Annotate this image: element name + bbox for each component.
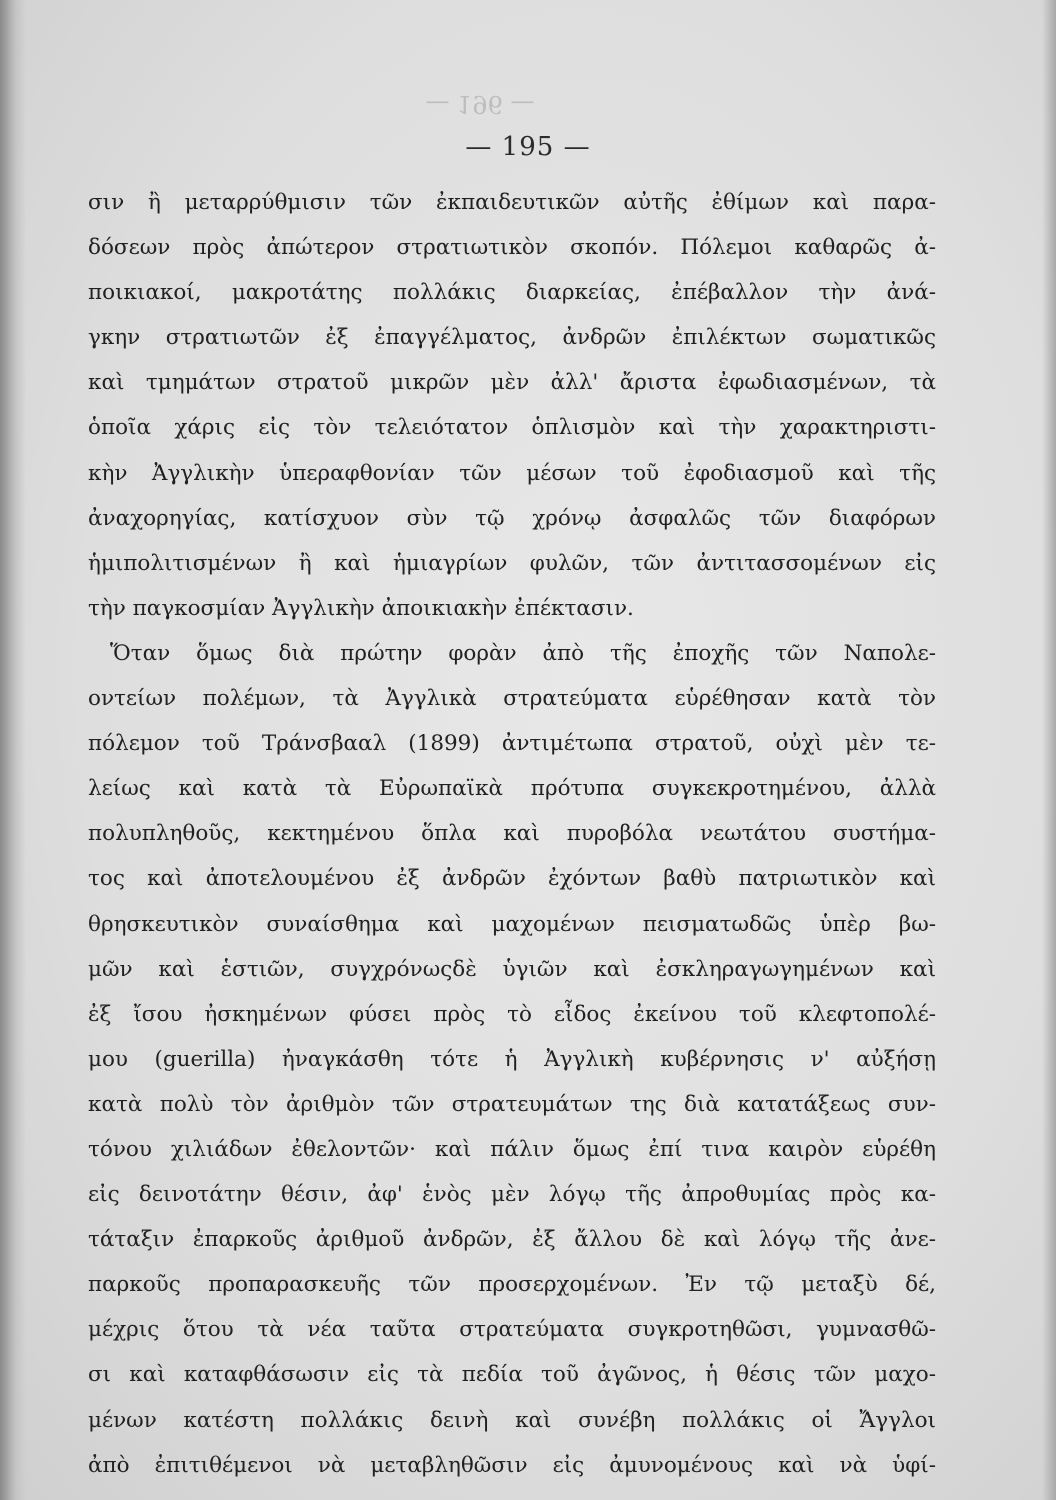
text-line: δόσεων πρὸς ἀπώτερον στρατιωτικὸν σκοπόν. Πόλεμοι καθαρῶς ἀ- — [88, 235, 936, 261]
text-line: ἐξ ἴσου ἠσκημένων φύσει πρὸς τὸ εἶδος ἐκείνου τοῦ κλεφτοπολέ- — [88, 1001, 936, 1027]
text-line: ἡμιπολιτισμένων ἢ καὶ ἡμιαγρίων φυλῶν, τῶν ἀντιτασσομένων εἰς — [88, 550, 936, 576]
page-right-shadow — [1042, 0, 1056, 1500]
text-line: κὴν Ἀγγλικὴν ὑπεραφθονίαν τῶν μέσων τοῦ ἐφοδιασμοῦ καὶ τῆς — [88, 460, 936, 486]
text-line: κατὰ πολὺ τὸν ἀριθμὸν τῶν στρατευμάτων της διὰ κατατάξεως συν- — [88, 1091, 936, 1117]
text-line: μέχρις ὅτου τὰ νέα ταῦτα στρατεύματα συγκροτηθῶσι, γυμνασθῶ- — [88, 1317, 936, 1343]
text-line: καὶ τμημάτων στρατοῦ μικρῶν μὲν ἀλλ' ἄριστα ἐφωδιασμένων, τὰ — [88, 370, 936, 396]
text-line: τος καὶ ἀποτελουμένου ἐξ ἀνδρῶν ἐχόντων βαθὺ πατριωτικὸν καὶ — [88, 866, 936, 892]
text-line: παρκοῦς προπαρασκευῆς τῶν προσερχομένων. Ἐν τῷ μεταξὺ δέ, — [88, 1272, 936, 1298]
page-left-shadow — [0, 0, 26, 1500]
text-line: θρησκευτικὸν συναίσθημα καὶ μαχομένων πεισματωδῶς ὑπὲρ βω- — [88, 911, 936, 937]
text-line: σιν ἢ μεταρρύθμισιν τῶν ἐκπαιδευτικῶν αὐτῆς ἐθίμων καὶ παρα- — [88, 190, 936, 215]
text-line: μῶν καὶ ἑστιῶν, συγχρόνωςδὲ ὑγιῶν καὶ ἐσκληραγωγημένων καὶ — [88, 956, 936, 982]
text-line: γκην στρατιωτῶν ἐξ ἐπαγγέλματος, ἀνδρῶν ἐπιλέκτων σωματικῶς — [88, 325, 936, 351]
text-line: πολυπληθοῦς, κεκτημένου ὅπλα καὶ πυροβόλα νεωτάτου συστήμα- — [88, 821, 936, 847]
text-line: ἀπὸ ἐπιτιθέμενοι νὰ μεταβληθῶσιν εἰς ἀμυνομένους καὶ νὰ ὑφί- — [88, 1452, 936, 1478]
text-line: ποικιακοί, μακροτάτης πολλάκις διαρκείας, ἐπέβαλλον τὴν ἀνά- — [88, 280, 936, 306]
text-line: ὁποῖα χάρις εἰς τὸν τελειότατον ὁπλισμὸν καὶ τὴν χαρακτηριστι- — [88, 415, 936, 441]
text-line: τόνου χιλιάδων ἐθελοντῶν· καὶ πάλιν ὅμως ἐπί τινα καιρὸν εὑρέθη — [88, 1136, 936, 1162]
bleed-through-text: — 196 — — [425, 90, 535, 118]
body-text — [88, 180, 936, 1488]
text-line: τὴν παγκοσμίαν Ἀγγλικὴν ἀποικιακὴν ἐπέκτασιν. — [88, 595, 634, 621]
text-line: μου (guerilla) ἠναγκάσθη τότε ἡ Ἀγγλικὴ κυβέρνησις ν' αὐξήσῃ — [88, 1046, 936, 1072]
text-line: πόλεμον τοῦ Τράνσβααλ (1899) ἀντιμέτωπα στρατοῦ, οὐχὶ μὲν τε- — [88, 731, 936, 757]
text-line: σι καὶ καταφθάσωσιν εἰς τὰ πεδία τοῦ ἀγῶνος, ἡ θέσις τῶν μαχο- — [88, 1362, 936, 1388]
text-line: λείως καὶ κατὰ τὰ Εὐρωπαϊκὰ πρότυπα συγκεκροτημένου, ἀλλὰ — [88, 776, 936, 802]
page-number: — 195 — — [465, 132, 591, 162]
text-line: τάταξιν ἐπαρκοῦς ἀριθμοῦ ἀνδρῶν, ἐξ ἄλλου δὲ καὶ λόγῳ τῆς ἀνε- — [88, 1227, 936, 1253]
text-line: μένων κατέστη πολλάκις δεινὴ καὶ συνέβη πολλάκις οἱ Ἄγγλοι — [88, 1407, 936, 1433]
text-line: Ὅταν ὅμως διὰ πρώτην φορὰν ἀπὸ τῆς ἐποχῆς τῶν Ναπολε- — [110, 640, 936, 666]
text-line: οντείων πολέμων, τὰ Ἀγγλικὰ στρατεύματα εὑρέθησαν κατὰ τὸν — [88, 686, 936, 712]
text-line: εἰς δεινοτάτην θέσιν, ἀφ' ἑνὸς μὲν λόγῳ τῆς ἀπροθυμίας πρὸς κα- — [88, 1182, 936, 1208]
text-line: ἀναχορηγίας, κατίσχυον σὺν τῷ χρόνῳ ἀσφαλῶς τῶν διαφόρων — [88, 505, 936, 531]
